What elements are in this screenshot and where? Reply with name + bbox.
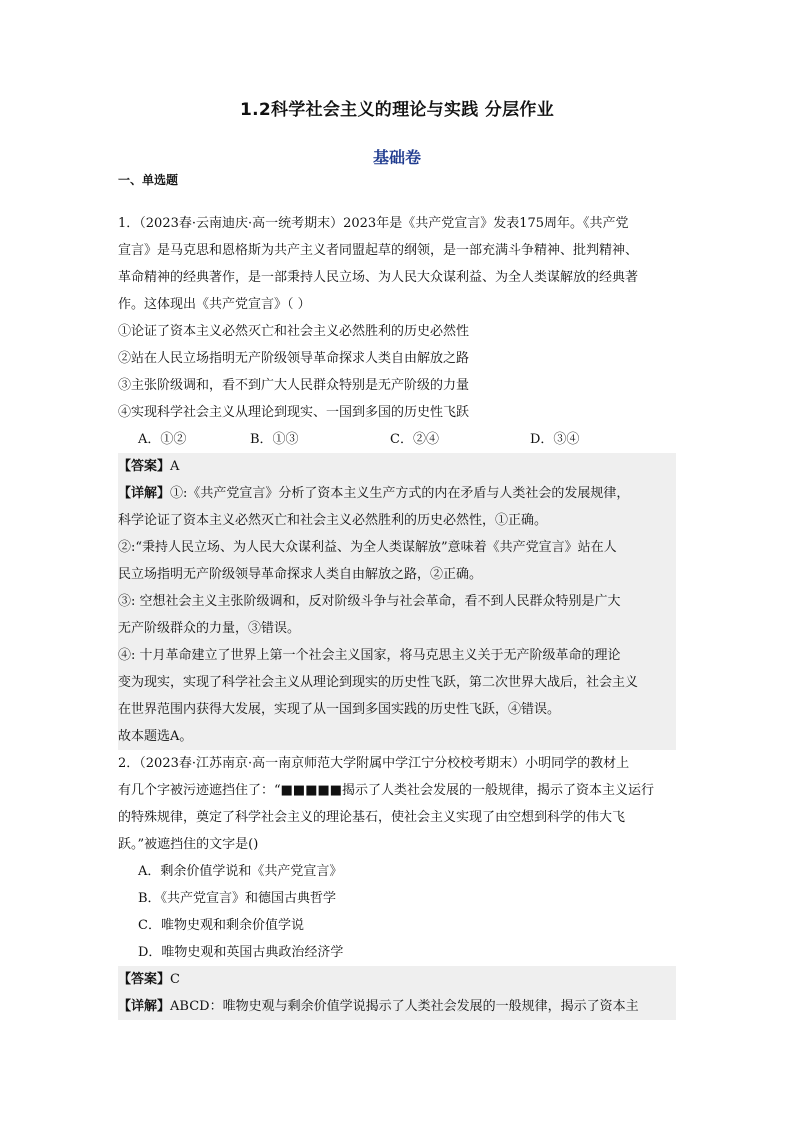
analysis-line: 变为现实，实现了科学社会主义从理论到现实的历史性飞跃，第二次世界大战后，社会主义 <box>118 675 639 690</box>
question-1-solution <box>118 453 676 750</box>
question-2-line: 2．（2023春·江苏南京·高一南京师范大学附属中学江宁分校校考期末）小明同学的教材上 <box>118 756 630 771</box>
analysis-line: 无产阶级群众的力量，③错误。 <box>118 621 301 636</box>
page-subtitle: 基础卷 <box>372 148 421 167</box>
analysis-line: 民立场指明无产阶级领导革命探求人类自由解放之路，②正确。 <box>118 567 483 582</box>
analysis-label: 【详解】 <box>118 999 171 1014</box>
question-2 <box>118 750 678 1020</box>
question-1-line: 革命精神的经典著作，是一部秉持人民立场、为人民大众谋利益、为全人类谋解放的经典著 <box>118 270 639 285</box>
answer-value: A <box>170 459 180 474</box>
analysis-line <box>118 480 676 507</box>
analysis-line <box>118 993 676 1020</box>
analysis-label: 【详解】 <box>118 486 171 501</box>
content <box>118 210 678 1020</box>
option-d: D．唯物史观和英国古典政治经济学 <box>138 945 344 960</box>
analysis-line: ②:“秉持人民立场、为人民大众谋利益、为全人类谋解放”意味着《共产党宣言》站在人 <box>118 540 617 555</box>
option-c: C．②④ <box>390 432 439 447</box>
question-1-line: 1．（2023春·云南迪庆·高一统考期末）2023年是《共产党宣言》发表175周年。《共产党 <box>118 216 629 231</box>
answer-label: 【答案】 <box>118 459 171 474</box>
section-heading: 一、单选题 <box>118 173 179 187</box>
question-1 <box>118 210 678 750</box>
option-b: B．①③ <box>250 432 299 447</box>
answer-label: 【答案】 <box>118 972 171 987</box>
option-a: A．①② <box>138 432 187 447</box>
statement-3: ③主张阶级调和，看不到广大人民群众特别是无产阶级的力量 <box>118 378 470 393</box>
option-a: A．剩余价值学说和《共产党宣言》 <box>138 864 343 879</box>
option-d: D．③④ <box>530 432 580 447</box>
question-1-line: 宣言》是马克思和恩格斯为共产主义者同盟起草的纲领，是一部充满斗争精神、批判精神、 <box>118 243 639 258</box>
page-title: 1.2科学社会主义的理论与实践 分层作业 <box>239 100 555 120</box>
analysis-text: ABCD：唯物史观与剩余价值学说揭示了人类社会发展的一般规律，揭示了资本主 <box>170 999 639 1014</box>
statement-4: ④实现科学社会主义从理论到现实、一国到多国的历史性飞跃 <box>118 405 470 420</box>
question-2-line: 跃。”被遮挡住的文字是() <box>118 837 259 852</box>
statement-2: ②站在人民立场指明无产阶级领导革命探求人类自由解放之路 <box>118 351 470 366</box>
statement-1: ①论证了资本主义必然灭亡和社会主义必然胜利的历史必然性 <box>118 324 470 339</box>
analysis-line: 在世界范围内获得大发展，实现了从一国到多国实践的历史性飞跃，④错误。 <box>118 702 561 717</box>
analysis-line: 科学论证了资本主义必然灭亡和社会主义必然胜利的历史必然性，①正确。 <box>118 513 548 528</box>
question-2-solution <box>118 966 676 1020</box>
question-2-line: 的特殊规律，奠定了科学社会主义的理论基石，使社会主义实现了由空想到科学的伟大飞 <box>118 810 626 825</box>
analysis-text: ①:《共产党宣言》分析了资本主义生产方式的内在矛盾与人类社会的发展规律， <box>170 486 630 501</box>
analysis-line: ④: 十月革命建立了世界上第一个社会主义国家，将马克思主义关于无产阶级革命的理论 <box>118 648 621 663</box>
answer-line <box>118 453 676 480</box>
answer-line <box>118 966 676 993</box>
analysis-line: ③: 空想社会主义主张阶级调和，反对阶级斗争与社会革命，看不到人民群众特别是广大 <box>118 594 621 609</box>
option-b: B．《共产党宣言》和德国古典哲学 <box>138 891 337 906</box>
question-1-options <box>118 426 678 453</box>
analysis-line: 故本题选A。 <box>118 729 193 744</box>
option-c: C．唯物史观和剩余价值学说 <box>138 918 304 933</box>
question-1-line: 作。这体现出《共产党宣言》（ ） <box>118 297 311 312</box>
answer-value: C <box>170 972 180 987</box>
question-2-line: 有几个字被污迹遮挡住了：“■■■■■揭示了人类社会发展的一般规律，揭示了资本主义运行 <box>118 783 655 798</box>
